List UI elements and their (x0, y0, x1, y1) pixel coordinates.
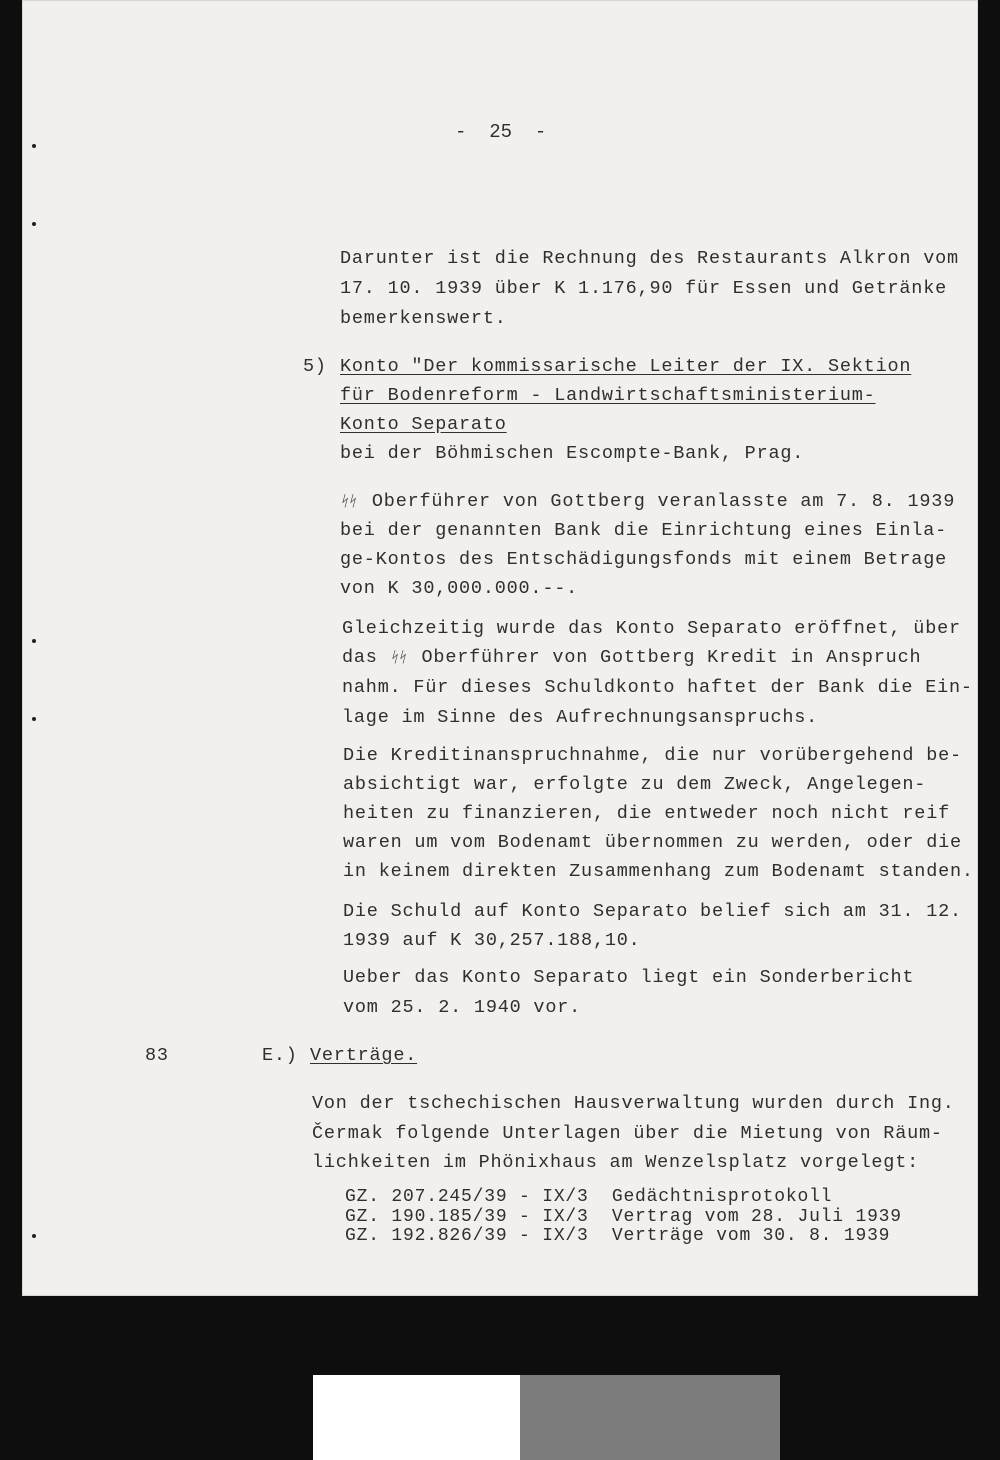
paragraph-line: nahm. Für dieses Schuldkonto haftet der Bank die Ein- (342, 677, 973, 698)
paragraph-line: Die Kreditinanspruchnahme, die nur vorübergehend be- (343, 745, 962, 766)
paragraph-text: das (342, 647, 390, 668)
paragraph-line (342, 643, 921, 674)
paragraph-text: Oberführer von Gottberg veranlasste am 7. 8. 1939 (360, 491, 956, 512)
paragraph-line: ge-Kontos des Entschädigungsfonds mit einem Betrage (340, 549, 947, 570)
reference-line: GZ. 192.826/39 - IX/3 Verträge vom 30. 8. 1939 (345, 1226, 891, 1246)
reference-line: GZ. 190.185/39 - IX/3 Vertrag vom 28. Juli 1939 (345, 1207, 902, 1227)
paragraph-line: Čermak folgende Unterlagen über die Mietung von Räum- (312, 1123, 943, 1144)
paragraph-line: Gleichzeitig wurde das Konto Separato eröffnet, über (342, 618, 961, 639)
paragraph-line: Ueber das Konto Separato liegt ein Sonderbericht (343, 967, 915, 988)
paragraph-line: bemerkenswert. (340, 308, 507, 329)
ss-rune-symbol: ᛋᛋ (387, 650, 408, 667)
section-title: Verträge. (310, 1045, 418, 1066)
paragraph-line: absichtigt war, erfolgte zu dem Zweck, Angelegen- (343, 774, 927, 795)
page-number: - 25 - (455, 121, 547, 143)
item-heading-line: Konto "Der kommissarische Leiter der IX. Sektion (340, 356, 912, 377)
item-number: 5) (303, 356, 327, 377)
punch-mark (32, 717, 36, 721)
scan-color-strip-white (313, 1375, 520, 1460)
item-heading-line: Konto Separato (340, 414, 507, 435)
paragraph-line: Von der tschechischen Hausverwaltung wurden durch Ing. (312, 1093, 955, 1114)
punch-mark (32, 222, 36, 226)
paragraph-line: von K 30,000.000.--. (340, 578, 579, 599)
section-label: E.) (262, 1045, 298, 1066)
scan-color-strip-grey (520, 1375, 780, 1460)
paragraph-line: Die Schuld auf Konto Separato belief sich am 31. 12. (343, 901, 962, 922)
paragraph-line: lage im Sinne des Aufrechnungsanspruchs. (342, 707, 819, 728)
paragraph-line: vom 25. 2. 1940 vor. (343, 997, 582, 1018)
paragraph-line: 1939 auf K 30,257.188,10. (343, 930, 641, 951)
punch-mark (32, 144, 36, 148)
paragraph-line: bei der genannten Bank die Einrichtung eines Einla- (340, 520, 947, 541)
reference-line: GZ. 207.245/39 - IX/3 Gedächtnisprotokoll (345, 1187, 833, 1207)
item-heading-line: für Bodenreform - Landwirtschaftsministerium- (340, 385, 876, 406)
punch-mark (32, 639, 36, 643)
paragraph-line: waren um vom Bodenamt übernommen zu werden, oder die (343, 832, 962, 853)
paragraph-line: 17. 10. 1939 über K 1.176,90 für Essen und Getränke (340, 278, 947, 299)
punch-mark (32, 1234, 36, 1238)
paragraph-line (337, 487, 956, 518)
ss-rune-symbol: ᛋᛋ (337, 494, 359, 511)
margin-number: 83 (145, 1045, 169, 1066)
paragraph-line: Darunter ist die Rechnung des Restaurants Alkron vom (340, 248, 959, 269)
paragraph-line: heiten zu finanzieren, die entweder noch nicht reif (343, 803, 950, 824)
bank-line: bei der Böhmischen Escompte-Bank, Prag. (340, 443, 805, 464)
paragraph-line: in keinem direkten Zusammenhang zum Bodenamt standen. (343, 861, 974, 882)
paragraph-text: Oberführer von Gottberg Kredit in Anspruch (409, 647, 922, 668)
paragraph-line: lichkeiten im Phönixhaus am Wenzelsplatz vorgelegt: (312, 1152, 919, 1173)
